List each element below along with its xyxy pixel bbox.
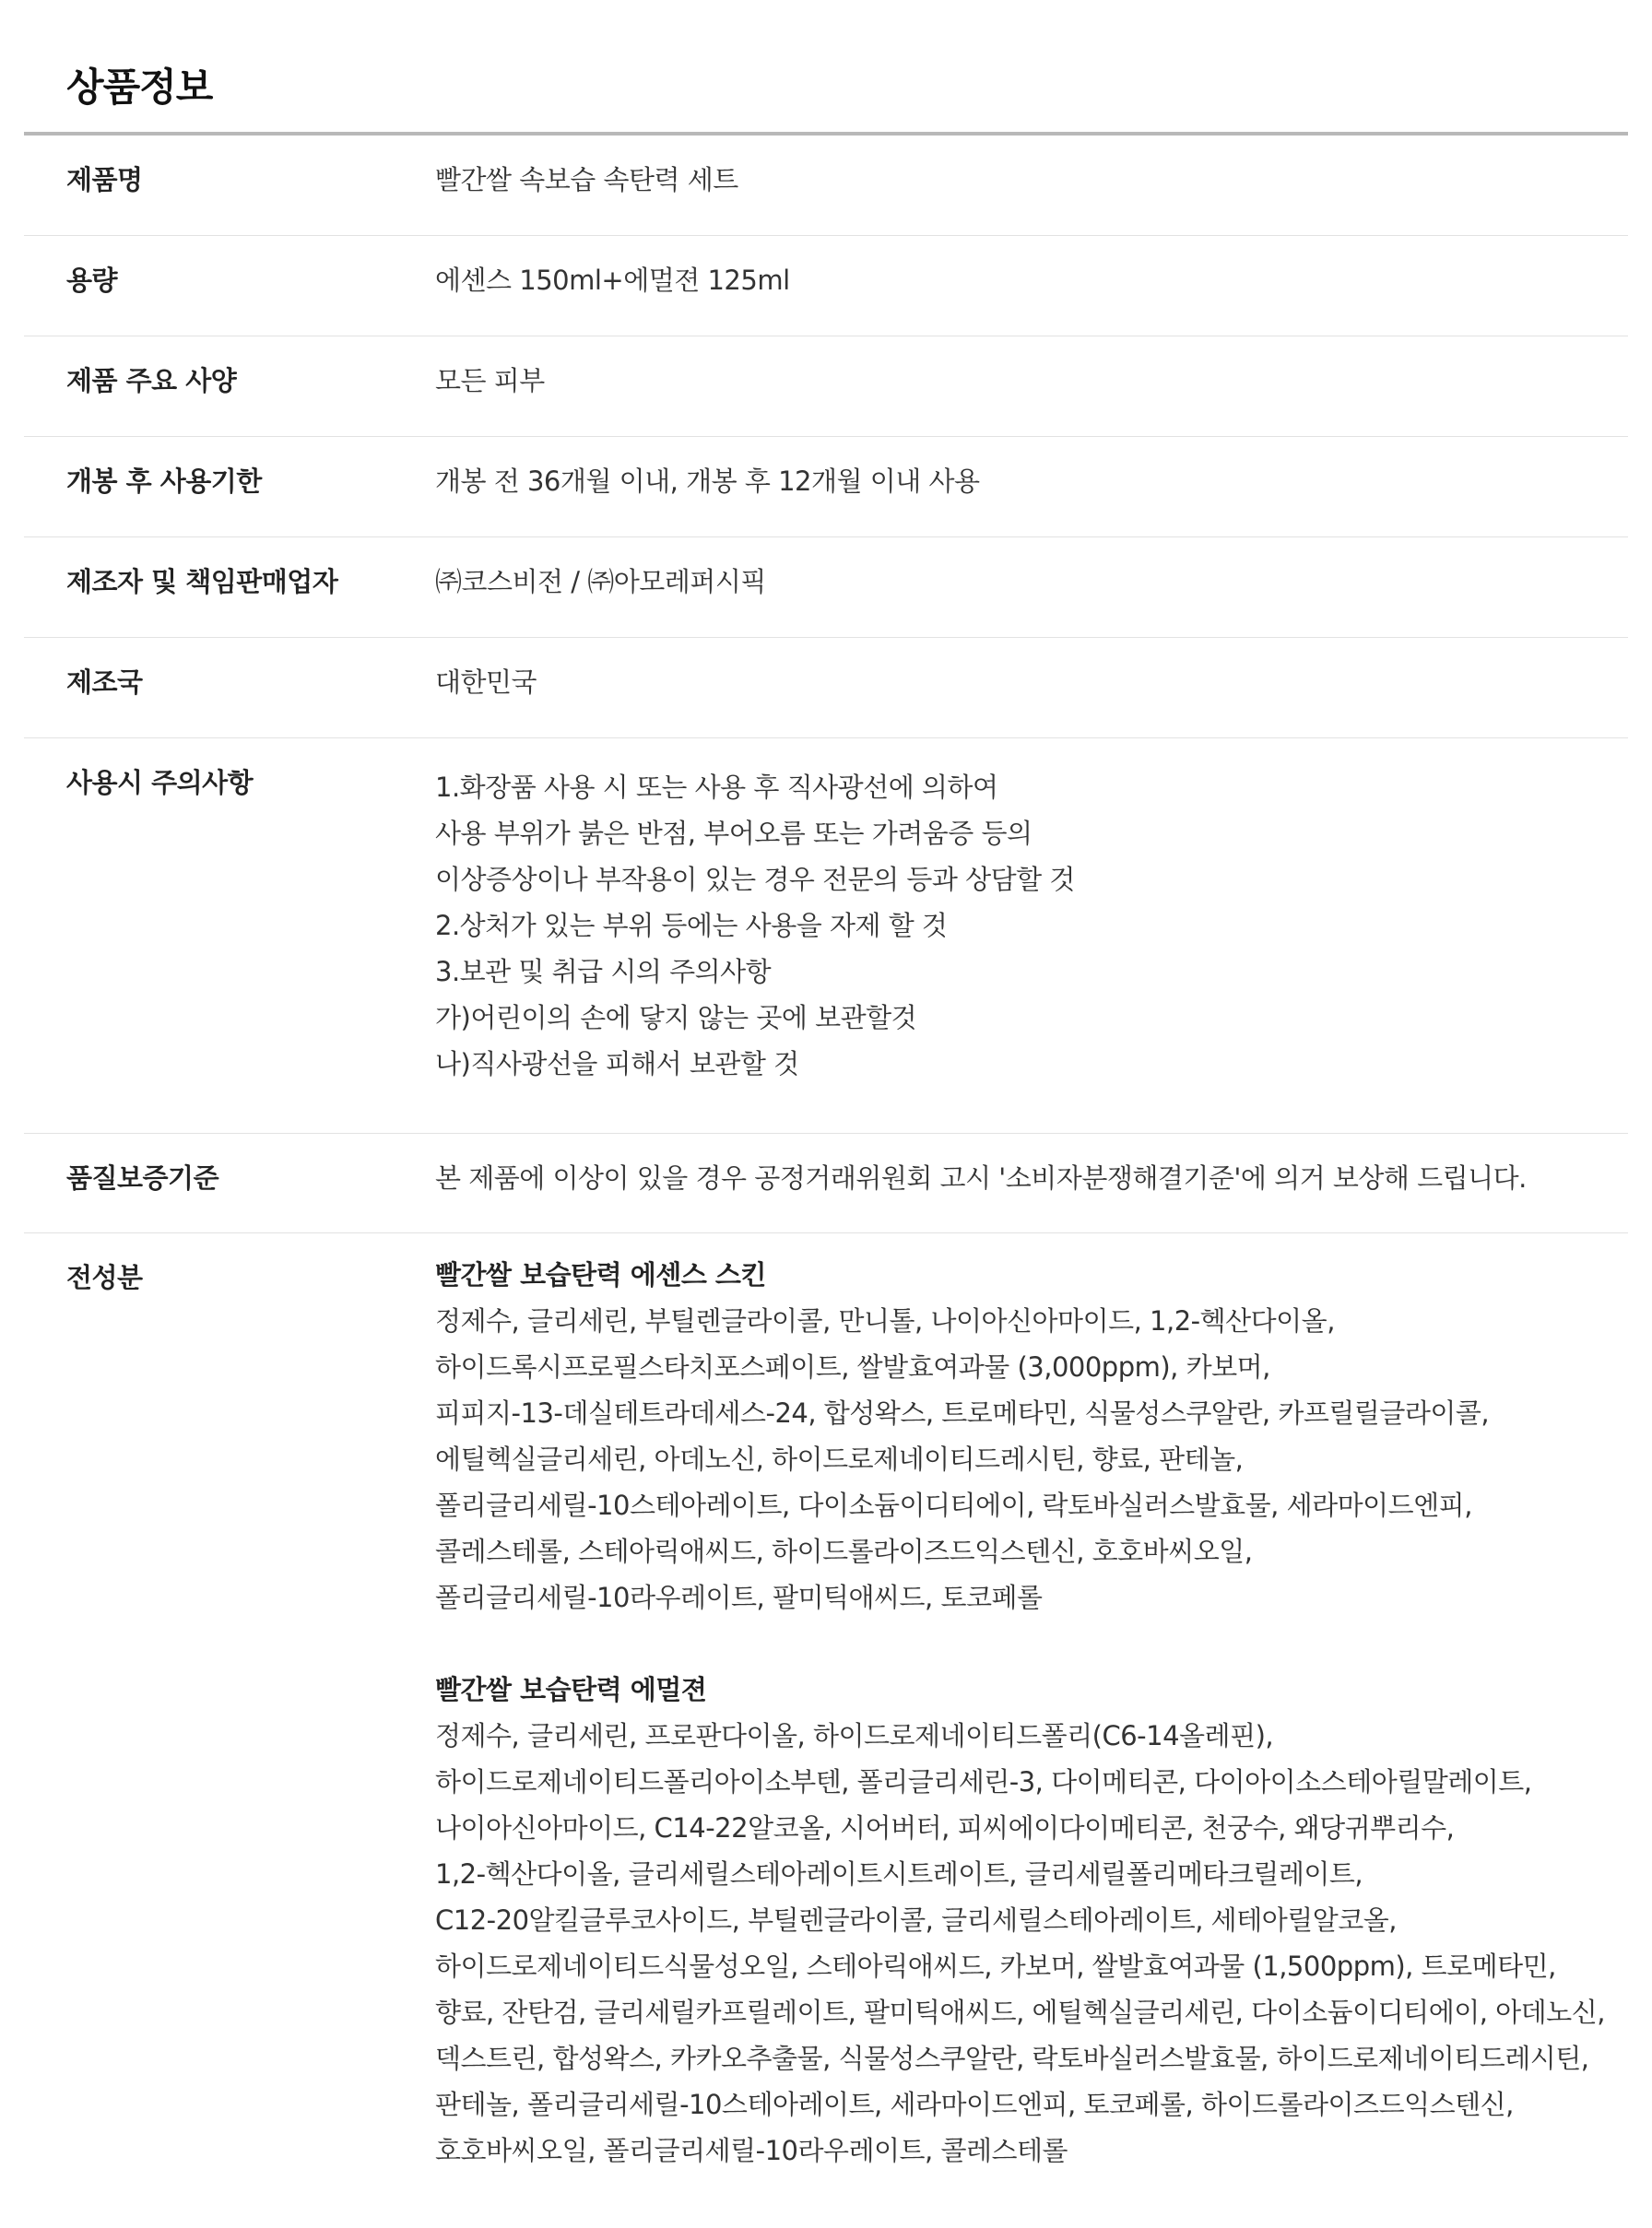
precaution-line: 3.보관 및 취급 시의 주의사항 [435, 956, 772, 987]
ingredient-product-name: 빨간쌀 보습탄력 에센스 스킨 [435, 1259, 766, 1291]
ingredient-line: 하이드록시프로필스타치포스페이트, 쌀발효여과물 (3,000ppm), 카보머, [435, 1351, 1270, 1383]
info-row-specification [24, 336, 1628, 437]
row-value: 개봉 전 36개월 이내, 개봉 후 12개월 이내 사용 [435, 466, 980, 497]
precaution-line: 가)어린이의 손에 닿지 않는 곳에 보관할것 [435, 1002, 917, 1033]
info-row-manufacturer [24, 537, 1628, 638]
ingredient-line: 에틸헥실글리세린, 아데노신, 하이드로제네이티드레시틴, 향료, 판테놀, [435, 1444, 1244, 1475]
row-label: 제품명 [66, 164, 143, 195]
info-row-product-name [24, 136, 1628, 236]
ingredient-line: 정제수, 글리세린, 프로판다이올, 하이드로제네이티드폴리(C6-14올레핀), [435, 1720, 1274, 1751]
ingredient-block-essence [435, 1252, 1605, 1621]
precaution-line: 이상증상이나 부작용이 있는 경우 전문의 등과 상담할 것 [435, 864, 1075, 895]
row-label: 제조국 [66, 666, 143, 698]
row-label: 품질보증기준 [66, 1162, 219, 1194]
precaution-line: 나)직사광선을 피해서 보관할 것 [435, 1048, 799, 1079]
ingredient-block-emulsion [435, 1667, 1605, 2174]
precaution-line: 1.화장품 사용 시 또는 사용 후 직사광선에 의하여 [435, 772, 998, 803]
info-row-quality-guarantee [24, 1134, 1628, 1233]
ingredient-line: 1,2-헥산다이올, 글리세릴스테아레이트시트레이트, 글리세릴폴리메타크릴레이트, [435, 1858, 1363, 1890]
product-info-table [24, 136, 1628, 2174]
row-label: 제조자 및 책임판매업자 [66, 566, 338, 597]
section-title: 상품정보 [66, 65, 213, 110]
precaution-line: 사용 부위가 붉은 반점, 부어오름 또는 가려움증 등의 [435, 818, 1032, 849]
ingredient-line: 나이아신아마이드, C14-22알코올, 시어버터, 피씨에이다이메티콘, 천궁수, 왜당귀뿌리수, [435, 1812, 1455, 1844]
ingredient-line: 덱스트린, 합성왁스, 카카오추출물, 식물성스쿠알란, 락토바실러스발효물, 하이드로제네이티드레시틴, [435, 2043, 1589, 2074]
ingredient-line: 콜레스테롤, 스테아릭애씨드, 하이드롤라이즈드익스텐신, 호호바씨오일, [435, 1536, 1253, 1567]
ingredient-line: 피피지-13-데실테트라데세스-24, 합성왁스, 트로메타민, 식물성스쿠알란, 카프릴릴글라이콜, [435, 1397, 1490, 1429]
info-row-ingredients [24, 1233, 1628, 2174]
ingredient-line: 하이드로제네이티드식물성오일, 스테아릭애씨드, 카보머, 쌀발효여과물 (1,500ppm), 트로메타민, [435, 1951, 1556, 1982]
ingredient-line: 판테놀, 폴리글리세릴-10스테아레이트, 세라마이드엔피, 토코페롤, 하이드롤라이즈드익스텐신, [435, 2089, 1514, 2120]
precaution-line: 2.상처가 있는 부위 등에는 사용을 자제 할 것 [435, 910, 948, 941]
row-value: ㈜코스비전 / ㈜아모레퍼시픽 [435, 566, 766, 597]
ingredient-product-name: 빨간쌀 보습탄력 에멀젼 [435, 1674, 707, 1705]
row-label: 사용시 주의사항 [66, 767, 254, 798]
row-label: 개봉 후 사용기한 [66, 466, 262, 497]
row-label: 용량 [66, 265, 118, 296]
ingredient-line: 폴리글리세릴-10스테아레이트, 다이소듐이디티에이, 락토바실러스발효물, 세라마이드엔피, [435, 1490, 1472, 1521]
ingredient-line: 호호바씨오일, 폴리글리세릴-10라우레이트, 콜레스테롤 [435, 2135, 1068, 2166]
info-row-volume [24, 236, 1628, 336]
row-value: 모든 피부 [435, 365, 545, 396]
ingredient-line: 정제수, 글리세린, 부틸렌글라이콜, 만니톨, 나이아신아마이드, 1,2-헥산다이올, [435, 1305, 1335, 1337]
info-row-precautions [24, 738, 1628, 1134]
info-row-expiry [24, 437, 1628, 537]
ingredient-line: 폴리글리세릴-10라우레이트, 팔미틱애씨드, 토코페롤 [435, 1582, 1043, 1613]
row-value: 에센스 150ml+에멀젼 125ml [435, 265, 790, 296]
row-value: 대한민국 [435, 666, 537, 698]
row-label: 전성분 [66, 1262, 143, 1293]
ingredients-text [435, 1252, 1605, 2174]
row-value: 본 제품에 이상이 있을 경우 공정거래위원회 고시 '소비자분쟁해결기준'에 의거 보상해 드립니다. [435, 1162, 1527, 1194]
ingredient-line: C12-20알킬글루코사이드, 부틸렌글라이콜, 글리세릴스테아레이트, 세테아릴알코올, [435, 1904, 1397, 1936]
precautions-text [435, 764, 1075, 1087]
ingredient-line: 하이드로제네이티드폴리아이소부텐, 폴리글리세린-3, 다이메티콘, 다이아이소스테아릴말레이트, [435, 1766, 1532, 1798]
info-row-origin [24, 638, 1628, 738]
row-label: 제품 주요 사양 [66, 365, 237, 396]
ingredient-line: 향료, 잔탄검, 글리세릴카프릴레이트, 팔미틱애씨드, 에틸헥실글리세린, 다이소듐이디티에이, 아데노신, [435, 1997, 1605, 2028]
row-value: 빨간쌀 속보습 속탄력 세트 [435, 164, 738, 195]
